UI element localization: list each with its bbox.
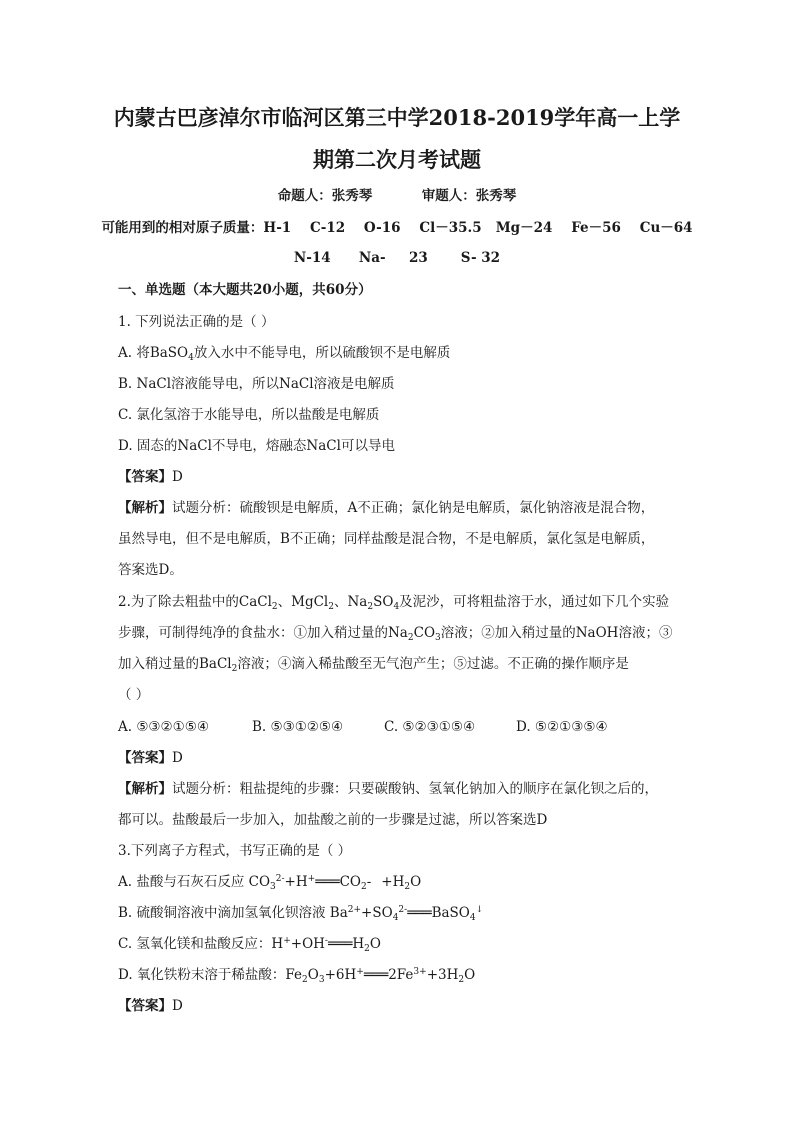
question-2-stem-line-1: 2.为了除去粗盐中的CaCl$_2$、MgCl$_2$、$Na_2SO_4$及泥沙，可将粗盐溶于水，通过如下几个实验	[118, 594, 670, 612]
authors-line	[0, 187, 794, 205]
question-2-analysis-line-2: 都可以。盐酸最后一步加入，加盐酸之前的一步骤是过滤，所以答案选D	[118, 812, 548, 828]
title-line-2: 期第二次月考试题	[313, 147, 481, 172]
question-3-option-c: C. 氢氧化镁和盐酸反应：$H^++OH^-═══H_2O$	[118, 936, 381, 954]
atomic-masses-line-1: 可能用到的相对原子质量：H-1 C-12 O-16 Cl－35.5 Mg－24 Fe－56 Cu－64	[101, 220, 693, 236]
question-1-analysis-line-1: 【解析】试题分析：硫酸钡是电解质，A不正确；氯化钠是电解质，氯化钠溶液是混合物，	[118, 500, 655, 516]
section-heading: 一、单选题（本大题共20小题，共60分）	[118, 282, 372, 298]
question-2-option-a: A. ⑤③②①⑤④	[118, 719, 209, 735]
question-3-option-d: D. 氧化铁粉末溶于稀盐酸：$Fe_2O_3+6H^+═══2Fe^{3+}+3H_2O$	[118, 967, 476, 985]
question-3-option-b: B. 硫酸铜溶液中滴加氢氧化钡溶液 $Ba^{2+}+SO_4^{2-}═══BaSO_4^↓$	[118, 905, 484, 923]
question-2-stem-line-4: （ ）	[118, 687, 150, 703]
question-3-answer: 【答案】D	[118, 998, 183, 1014]
question-2-analysis-line-1: 【解析】试题分析：粗盐提纯的步骤：只要碳酸钠、氢氧化钠加入的顺序在氯化钡之后的，	[118, 781, 658, 797]
question-1-option-a: A. 将BaSO$_4$放入水中不能导电，所以硫酸钡不是电解质	[118, 345, 451, 363]
question-2-answer: 【答案】D	[118, 750, 183, 766]
question-2-option-c: C. ⑤②③①⑤④	[384, 719, 476, 735]
question-2-option-b: B. ⑤③①②⑤④	[252, 719, 344, 735]
question-1-answer: 【答案】D	[118, 469, 183, 485]
title-line-1: 内蒙古巴彦淖尔市临河区第三中学2018-2019学年高一上学	[113, 105, 681, 130]
question-3-stem: 3.下列离子方程式，书写正确的是（ ）	[118, 843, 352, 859]
question-2-stem-line-3: 加入稍过量的BaCl$_2$溶液；④滴入稀盐酸至无气泡产生；⑤过滤。不正确的操作顺序是	[118, 656, 629, 674]
question-2-option-d: D. ⑤②①③⑤④	[516, 719, 608, 735]
question-1-analysis-line-2: 虽然导电，但不是电解质，B不正确；同样盐酸是混合物，不是电解质，氯化氢是电解质，	[118, 531, 655, 547]
question-1-option-d: D. 固态的NaCl不导电，熔融态NaCl可以导电	[118, 438, 395, 454]
question-2-stem-line-2: 步骤，可制得纯净的食盐水：①加入稍过量的$Na_2CO_3$溶液；②加入稍过量的NaOH溶液；③	[118, 625, 673, 643]
question-setter: 命题人：张秀琴	[277, 188, 373, 204]
question-1-option-b: B. NaCl溶液能导电，所以NaCl溶液是电解质	[118, 376, 395, 392]
question-1-option-c: C. 氯化氢溶于水能导电，所以盐酸是电解质	[118, 407, 380, 423]
question-1-stem: 1. 下列说法正确的是（ ）	[118, 314, 275, 330]
atomic-masses-line-2: N-14 Na- 23 S- 32	[293, 250, 501, 266]
question-3-option-a: A. 盐酸与石灰石反应 $CO_3^{2-}+H^+═══CO_2- +H_2O$	[118, 874, 422, 892]
reviewer: 审题人：张秀琴	[421, 188, 517, 204]
question-1-analysis-line-3: 答案选D。	[118, 562, 183, 578]
